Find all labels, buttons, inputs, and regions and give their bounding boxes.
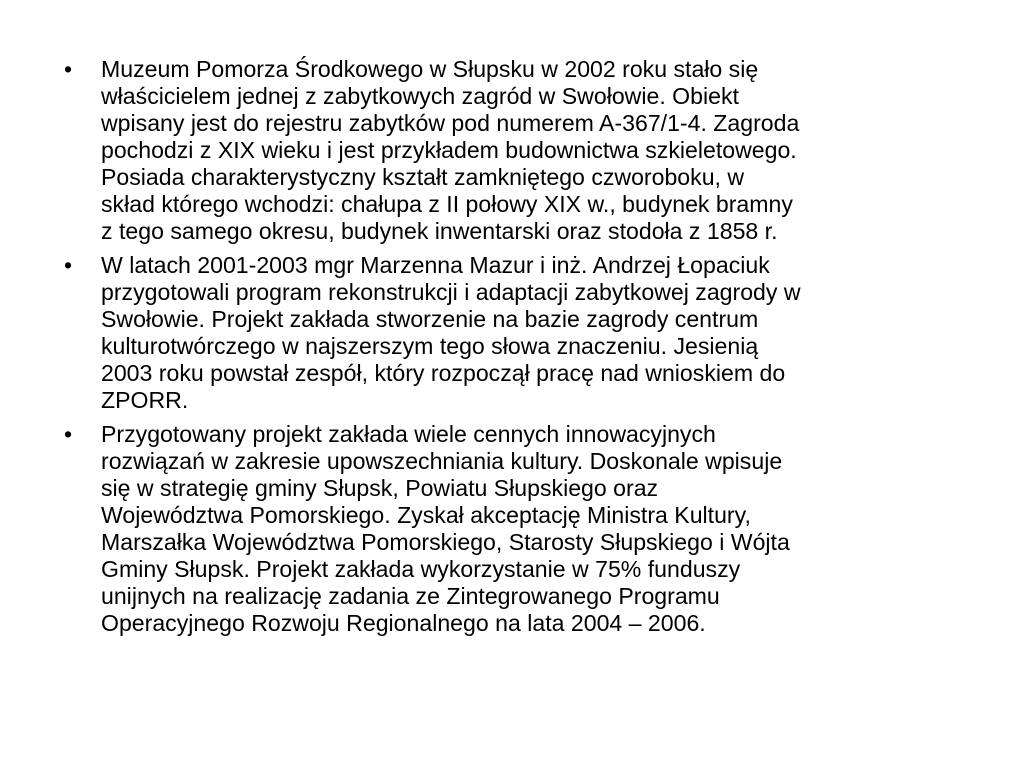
text-line: przygotowali program rekonstrukcji i adaptacji zabytkowej zagrody w bbox=[101, 279, 801, 305]
text-line: Przygotowany projekt zakłada wiele cennych innowacyjnych bbox=[101, 421, 716, 447]
text-line: wpisany jest do rejestru zabytków pod numerem A-367/1-4. Zagroda bbox=[101, 110, 800, 136]
bullet-icon: • bbox=[64, 252, 73, 278]
bullet-item bbox=[64, 56, 969, 245]
bullet-icon: • bbox=[64, 56, 73, 82]
text-line: kulturotwórczego w najszerszym tego słowa znaczeniu. Jesienią bbox=[101, 333, 759, 359]
bullet-item bbox=[64, 252, 969, 414]
text-line: Operacyjnego Rozwoju Regionalnego na lata 2004 – 2006. bbox=[101, 610, 706, 636]
text-line: się w strategię gminy Słupsk, Powiatu Słupskiego oraz bbox=[101, 475, 659, 501]
text-line: W latach 2001-2003 mgr Marzenna Mazur i inż. Andrzej Łopaciuk bbox=[101, 252, 770, 278]
text-line: Województwa Pomorskiego. Zyskał akceptację Ministra Kultury, bbox=[101, 502, 751, 528]
bullet-item bbox=[64, 421, 969, 637]
text-line: Marszałka Województwa Pomorskiego, Starosty Słupskiego i Wójta bbox=[101, 529, 790, 555]
bullet-icon: • bbox=[64, 421, 73, 447]
text-line: ZPORR. bbox=[101, 387, 189, 413]
text-line: pochodzi z XIX wieku i jest przykładem budownictwa szkieletowego. bbox=[101, 137, 797, 163]
text-line: unijnych na realizację zadania ze Zintegrowanego Programu bbox=[101, 583, 720, 609]
text-line: właścicielem jednej z zabytkowych zagród w Swołowie. Obiekt bbox=[101, 83, 739, 109]
text-line: Posiada charakterystyczny kształt zamkniętego czworoboku, w bbox=[101, 164, 745, 190]
bullet-list bbox=[64, 56, 969, 644]
text-line: Muzeum Pomorza Środkowego w Słupsku w 2002 roku stało się bbox=[101, 56, 759, 82]
text-line: Swołowie. Projekt zakłada stworzenie na bazie zagrody centrum bbox=[101, 306, 759, 332]
text-line: z tego samego okresu, budynek inwentarski oraz stodoła z 1858 r. bbox=[101, 218, 778, 244]
text-line: Gminy Słupsk. Projekt zakłada wykorzystanie w 75% funduszy bbox=[101, 556, 741, 582]
text-line: rozwiązań w zakresie upowszechniania kultury. Doskonale wpisuje bbox=[101, 448, 783, 474]
text-line: skład którego wchodzi: chałupa z II połowy XIX w., budynek bramny bbox=[101, 191, 793, 217]
text-line: 2003 roku powstał zespół, który rozpoczął pracę nad wnioskiem do bbox=[101, 360, 786, 386]
